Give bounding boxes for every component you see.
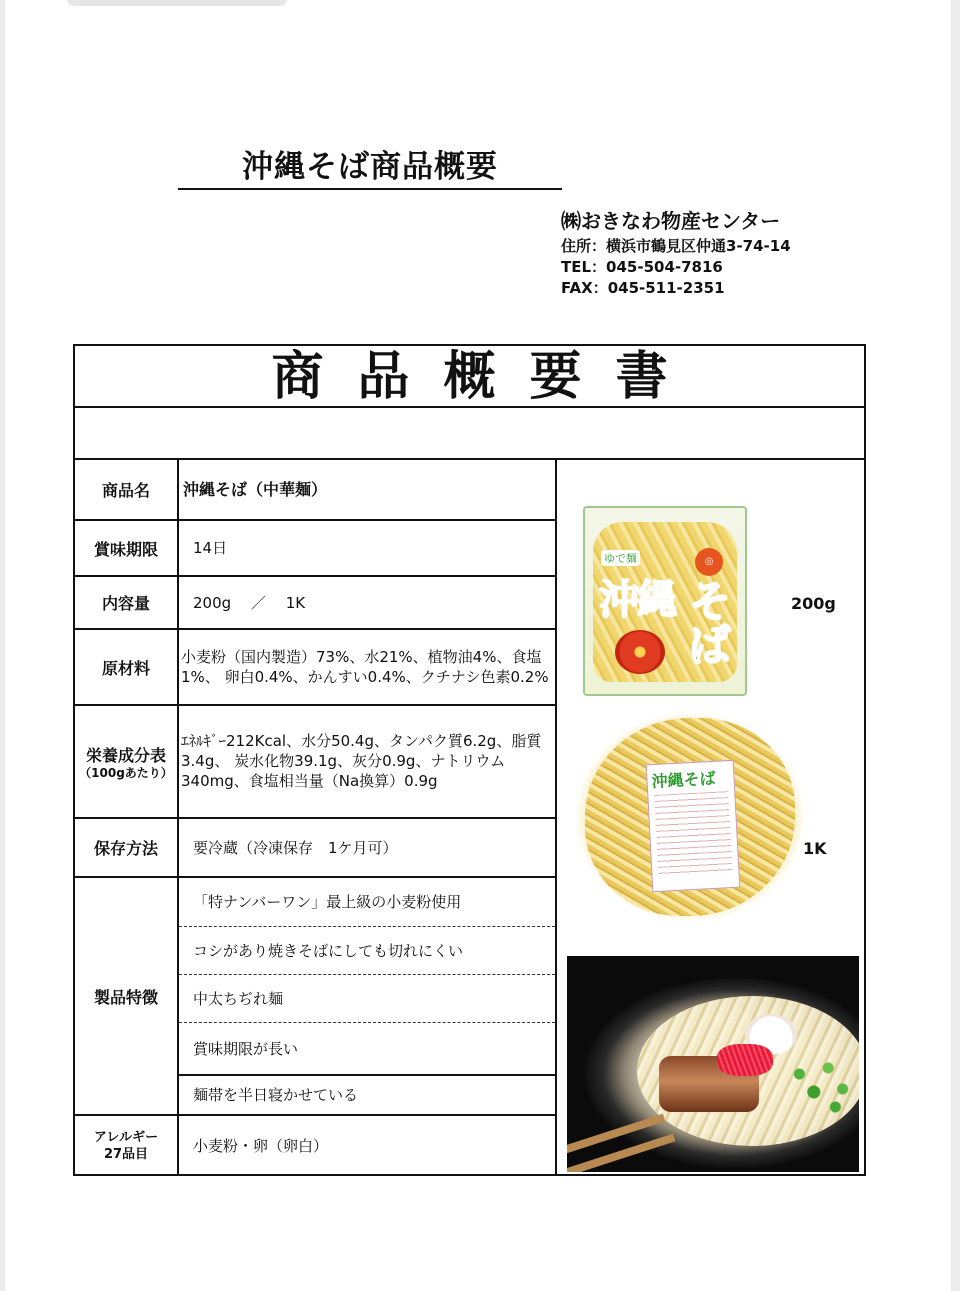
feature-item: 「特ナンバーワン」最上級の小麦粉使用 xyxy=(193,893,462,911)
document-page xyxy=(5,0,951,1291)
company-info xyxy=(561,208,791,299)
label-features: 製品特徴 xyxy=(93,987,158,1007)
value-storage: 要冷蔵（冷凍保存 1ケ月可） xyxy=(193,838,398,857)
feature-item: 中太ちぢれ麺 xyxy=(193,989,284,1008)
label-best-before: 賞味期限 xyxy=(93,539,158,559)
label-nutrition xyxy=(75,706,177,817)
okinawa-soba-bowl-photo xyxy=(567,956,859,1172)
viewer-top-bar xyxy=(67,0,287,6)
package-label xyxy=(646,760,741,892)
label-allergy-line2: 27品目 xyxy=(103,1147,149,1162)
company-fax: FAX：045-511-2351 xyxy=(561,279,725,297)
value-content: 200g ／ 1K xyxy=(193,593,306,612)
company-tel: TEL：045-504-7816 xyxy=(561,258,723,276)
product-summary-sheet xyxy=(73,344,866,1176)
label-nutrition-sub: （100gあたり） xyxy=(79,765,173,780)
caption-200g: 200g xyxy=(791,594,836,613)
label-content: 内容量 xyxy=(101,594,150,613)
package-tag: ゆで麺 xyxy=(601,550,640,566)
hibiscus-icon xyxy=(615,630,665,674)
document-title: 沖縄そば商品概要 xyxy=(178,148,562,190)
package-badge: ◎ xyxy=(695,548,723,576)
label-product-name: 商品名 xyxy=(101,481,150,500)
feature-item: 賞味期限が長い xyxy=(193,1039,299,1058)
value-best-before: 14日 xyxy=(193,539,228,557)
value-nutrition: ｴﾈﾙｷﾞｰ212Kcal、水分50.4g、タンパク質6.2g、脂質3.4g、 炭水化物39.1g、灰分0.9g、ナトリウム340mg、食塩相当量（Na換算）0.9g xyxy=(181,732,542,790)
label-ingredients: 原材料 xyxy=(101,658,150,678)
label-nutrition-main: 栄養成分表 xyxy=(85,745,166,765)
value-ingredients: 小麦粉（国内製造）73%、水21%、植物油4%、食塩1%、 卵白0.4%、かんすい0.4%、クチナシ色素0.2% xyxy=(181,648,549,686)
sheet-title: 商品概要書 xyxy=(75,346,864,408)
blank-row xyxy=(75,408,864,460)
label-storage: 保存方法 xyxy=(93,839,158,858)
caption-1k: 1K xyxy=(803,839,827,858)
value-product-name: 沖縄そば（中華麺） xyxy=(183,480,328,499)
ginger-topping xyxy=(717,1044,773,1076)
product-image-200g xyxy=(583,506,747,696)
label-allergy xyxy=(75,1116,177,1176)
green-onion-topping xyxy=(785,1056,857,1116)
value-allergy: 小麦粉・卵（卵白） xyxy=(193,1137,329,1155)
company-name: ㈱おきなわ物産センター xyxy=(561,209,781,233)
feature-item: コシがあり焼きそばにしても切れにくい xyxy=(193,941,464,960)
feature-item: 麺帯を半日寝かせている xyxy=(193,1086,359,1104)
package-text: 沖縄 xyxy=(599,577,675,623)
company-address: 住所：横浜市鶴見区仲通3-74-14 xyxy=(561,237,791,255)
package-text: 沖縄そば xyxy=(651,768,717,792)
label-fine-print xyxy=(654,791,732,875)
label-allergy-line1: アレルギー xyxy=(93,1130,159,1145)
product-image-1k xyxy=(577,714,803,920)
package-text: そば xyxy=(680,578,731,666)
